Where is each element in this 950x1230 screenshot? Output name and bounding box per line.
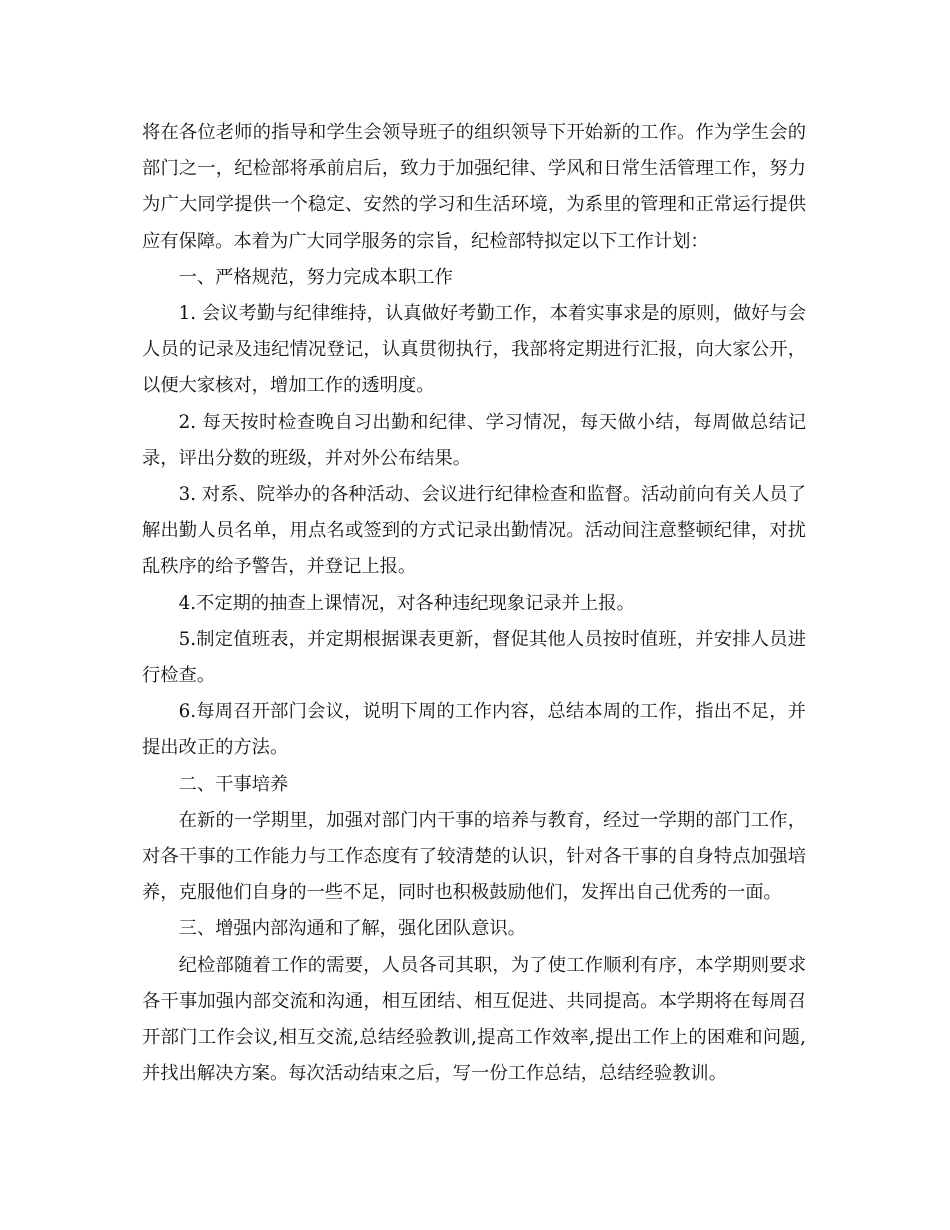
list-item-2: 2. 每天按时检查晚自习出勤和纪律、学习情况，每天做小结，每周做总结记录，评出分数的班级，并对外公布结果。 — [142, 411, 806, 469]
list-item-5: 5.制定值班表，并定期根据课表更新，督促其他人员按时值班，并安排人员进行检查。 — [142, 628, 806, 687]
document-body — [142, 115, 806, 1092]
section-heading-2: 二、干事培养 — [178, 773, 289, 795]
paragraph-training: 在新的一学期里，加强对部门内干事的培养与教育，经过一学期的部门工作，对各干事的工作能力与工作态度有了较清楚的认识，针对各干事的自身特点加强培养，克服他们自身的一些不足，同时也积极鼓励他们，发挥出自己优秀的一面。 — [142, 809, 806, 904]
section-heading-1: 一、严格规范，努力完成本职工作 — [178, 266, 453, 288]
list-item-4: 4.不定期的抽查上课情况，对各种违纪现象记录并上报。 — [178, 592, 635, 614]
section-heading-3: 三、增强内部沟通和了解，强化团队意识。 — [178, 918, 526, 940]
list-item-1: 1. 会议考勤与纪律维持，认真做好考勤工作，本着实事求是的原则，做好与会人员的记录及违纪情况登记，认真贯彻执行，我部将定期进行汇报，向大家公开，以便大家核对，增加工作的透明度。 — [142, 303, 806, 397]
list-item-6: 6.每周召开部门会议，说明下周的工作内容，总结本周的工作，指出不足，并提出改正的方法。 — [142, 701, 806, 759]
paragraph-intro: 将在各位老师的指导和学生会领导班子的组织领导下开始新的工作。作为学生会的部门之一，纪检部将承前启后，致力于加强纪律、学风和日常生活管理工作，努力为广大同学提供一个稳定、安然的学习和生活环境，为系里的管理和正常运行提供应有保障。本着为广大同学服务的宗旨，纪检部特拟定以下工作计划： — [142, 122, 806, 252]
paragraph-communication: 纪检部随着工作的需要，人员各司其职，为了使工作顺利有序，本学期则要求各干事加强内部交流和沟通，相互团结、相互促进、共同提高。本学期将在每周召开部门工作会议,相互交流,总结经验教训,提高工作效率,提出工作上的困难和问题,并找出解决方案。每次活动结束之后，写一份工作总结，总结经验教训。 — [142, 954, 806, 1085]
list-item-3: 3. 对系、院举办的各种活动、会议进行纪律检查和监督。活动前向有关人员了解出勤人员名单，用点名或签到的方式记录出勤情况。活动间注意整顿纪律，对扰乱秩序的给予警告，并登记上报。 — [142, 484, 806, 578]
